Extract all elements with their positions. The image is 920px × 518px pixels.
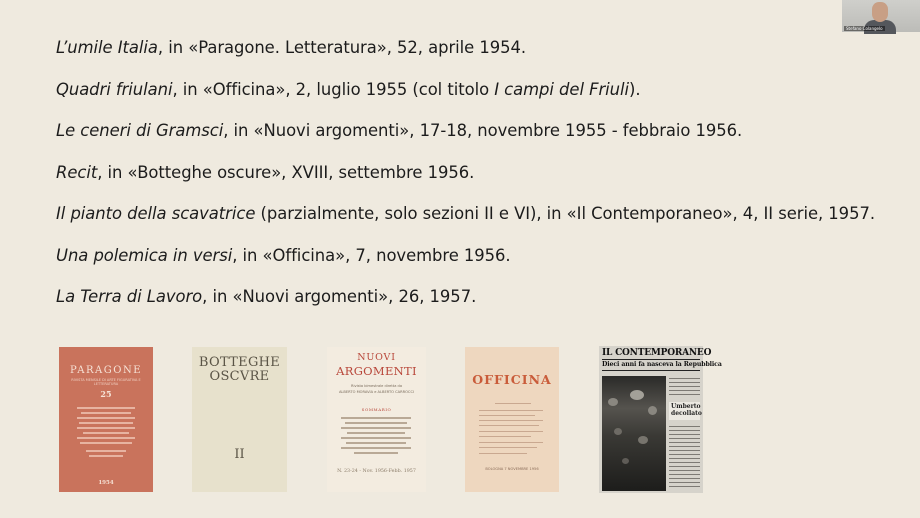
webcam-thumbnail[interactable]	[842, 0, 920, 32]
presenter-face	[872, 2, 888, 22]
citation-detail: (parzialmente, solo sezioni II e VI), in «Il Contemporaneo», 4, II serie, 1957.	[255, 204, 875, 223]
contemporaneo-cover-title: IL CONTEMPORANEO	[602, 348, 712, 358]
botteghe-cover-number: II	[234, 447, 245, 462]
citation-title: L’umile Italia	[56, 38, 158, 57]
paragone-cover-number: 25	[100, 389, 112, 399]
nuovi-argomenti-cover-image	[327, 347, 426, 492]
citation-detail: , in «Officina», 7, novembre 1956.	[232, 245, 511, 265]
paragone-cover-image	[59, 347, 153, 492]
contemporaneo-box-text: Umberto decollato	[671, 403, 702, 417]
citation-title: Quadri friulani	[56, 79, 173, 99]
citation-title: Una polemica in versi	[56, 245, 233, 265]
nuovi-cover-editors: ALBERTO MORAVIA e ALBERTO CARROCCI	[338, 390, 415, 394]
nuovi-cover-title-line2: ARGOMENTI	[336, 364, 417, 378]
officina-cover-title: OFFICINA	[472, 372, 552, 387]
nuovi-cover-title-line1: NUOVI	[357, 352, 396, 363]
il-contemporaneo-cover-image	[599, 346, 722, 493]
paragone-cover-title: PARAGONE	[69, 365, 143, 376]
citation-title: Le ceneri di Gramsci	[56, 121, 224, 140]
botteghe-oscure-cover-image	[192, 347, 287, 492]
citation-title: La Terra di Lavoro	[56, 287, 203, 306]
nuovi-cover-sommario: SOMMARIO	[361, 407, 392, 412]
officina-cover-footer: BOLOGNA 7 NOVEMBRE 1956	[485, 467, 539, 471]
citation-detail: , in «Nuovi argomenti», 26, 1957.	[202, 287, 477, 306]
citation-detail: , in «Paragone. Letteratura», 52, aprile 1954.	[157, 38, 527, 57]
citation-alt-title: I campi del Friuli	[494, 79, 630, 99]
crowd-photo	[602, 376, 666, 491]
citation-detail: , in «Nuovi argomenti», 17-18, novembre 1955 - febbraio 1956.	[223, 121, 743, 140]
officina-cover-image	[465, 347, 559, 492]
contemporaneo-headline-box	[669, 402, 700, 420]
contemporaneo-cover-headline: Dieci anni fa nasceva la Repubblica	[602, 361, 722, 368]
citation-detail: , in «Officina», 2, luglio 1955 (col titolo	[172, 79, 495, 99]
webcam-name-label: Stefano Colangelo	[846, 26, 883, 31]
nuovi-cover-subtitle: Rivista bimestrale diretta da	[350, 384, 403, 388]
citation-detail: , in «Botteghe oscure», XVIII, settembre 1956.	[97, 162, 475, 182]
citation-detail-end: ).	[629, 79, 641, 99]
citation-title: Recit	[56, 162, 98, 182]
botteghe-cover-title-line1: BOTTEGHE	[198, 355, 281, 370]
citation-title: Il pianto della scavatrice	[56, 204, 256, 223]
nuovi-cover-footer: N. 23-24 - Nov. 1956-Febb. 1957	[337, 469, 416, 474]
paragone-cover-year: 1954	[98, 480, 114, 486]
paragone-cover-subtitle: RIVISTA MENSILE DI ARTE FIGURATIVA E LETTERATURA	[71, 378, 141, 386]
botteghe-cover-title-line2: OSCVRE	[209, 368, 270, 384]
